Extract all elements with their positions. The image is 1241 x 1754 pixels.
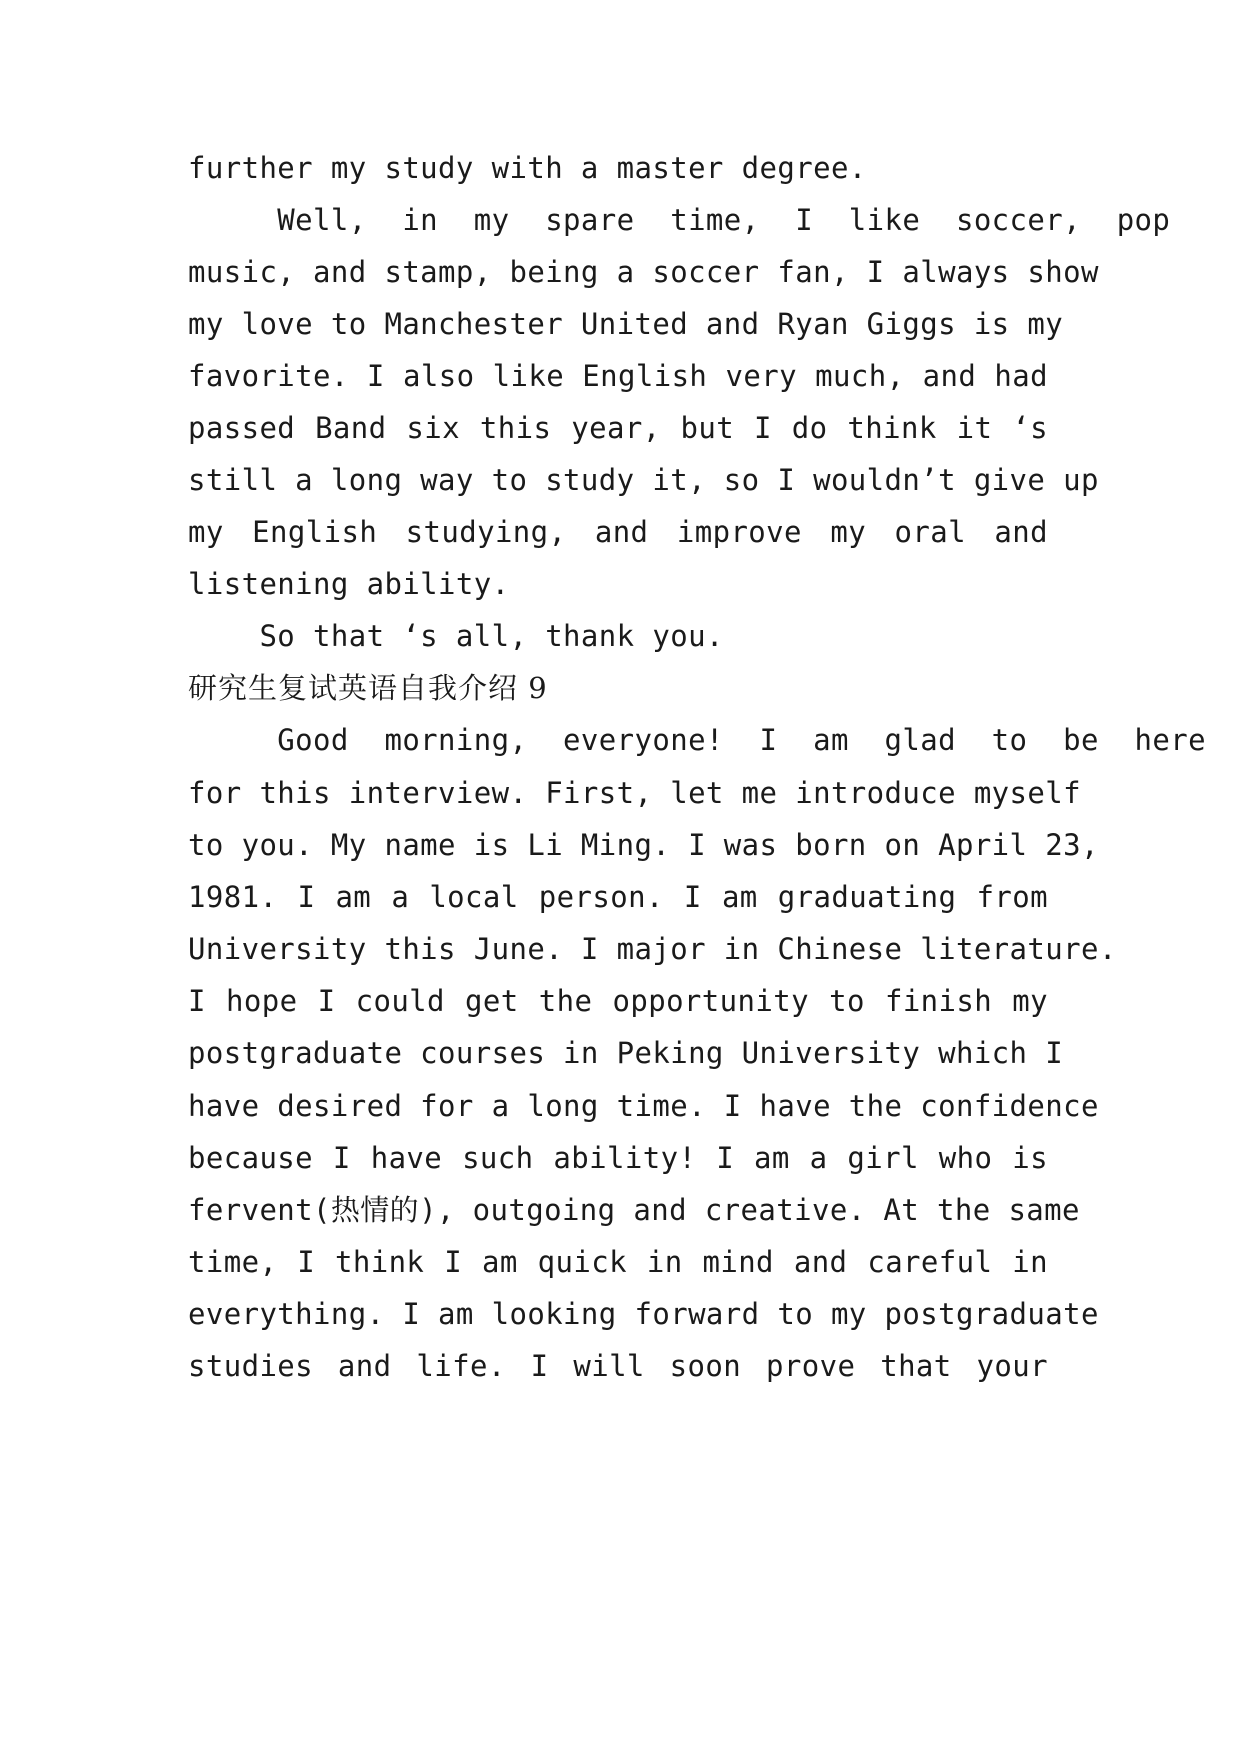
- text-line: because I have such ability! I am a girl who is: [188, 1141, 1048, 1175]
- text-line: University this June. I major in Chinese literature.: [188, 932, 1117, 966]
- closing-line: So that ‘s all, thank you.: [188, 619, 724, 653]
- text-line: listening ability.: [188, 567, 510, 601]
- text-line: fervent(热情的), outgoing and creative. At the same: [188, 1193, 1080, 1227]
- text-line: further my study with a master degree.: [188, 151, 867, 185]
- text-line: music, and stamp, being a soccer fan, I always show: [188, 255, 1099, 289]
- text-line: everything. I am looking forward to my postgraduate: [188, 1297, 1099, 1331]
- text-line: passed Band six this year, but I do think it ‘s: [188, 411, 1048, 445]
- text-line: favorite. I also like English very much, and had: [188, 359, 1048, 393]
- text-line: to you. My name is Li Ming. I was born on April 23,: [188, 828, 1099, 862]
- text-line: my English studying, and improve my oral and: [188, 515, 1048, 549]
- text-line: time, I think I am quick in mind and careful in: [188, 1245, 1048, 1279]
- text-line: my love to Manchester United and Ryan Giggs is my: [188, 307, 1064, 341]
- text-line: Well, in my spare time, I like soccer, pop: [188, 203, 1171, 237]
- section-heading: 研究生复试英语自我介绍 9: [188, 671, 548, 705]
- text-line: I hope I could get the opportunity to finish my: [188, 984, 1048, 1018]
- text-line: 1981. I am a local person. I am graduating from: [188, 880, 1048, 914]
- text-line: have desired for a long time. I have the confidence: [188, 1089, 1099, 1123]
- text-line: still a long way to study it, so I wouldn’t give up: [188, 463, 1099, 497]
- text-line: studies and life. I will soon prove that your: [188, 1349, 1048, 1383]
- text-line: postgraduate courses in Peking University which I: [188, 1036, 1064, 1070]
- text-line: for this interview. First, let me introduce myself: [188, 776, 1081, 810]
- text-line: Good morning, everyone! I am glad to be here: [188, 723, 1206, 757]
